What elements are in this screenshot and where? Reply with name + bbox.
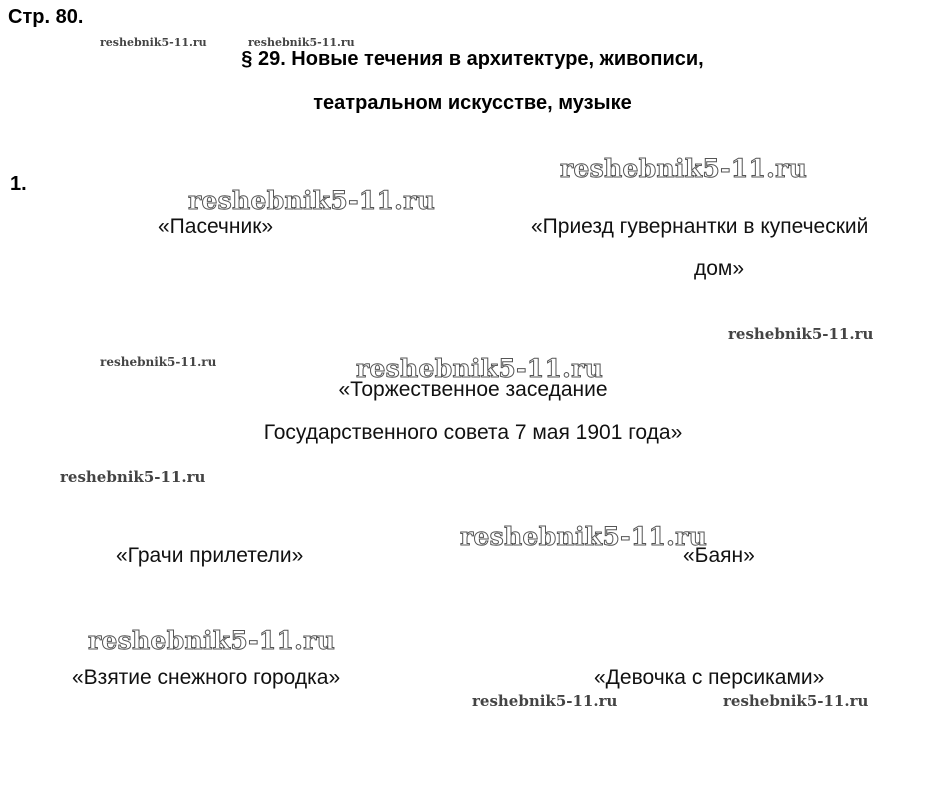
watermark: reshebnik5-11.ru (100, 355, 217, 369)
watermark: reshebnik5-11.ru (248, 36, 355, 49)
painting-caption-rooks: «Грачи прилетели» (116, 544, 304, 567)
section-title-line-2: театральном искусстве, музыке (313, 92, 632, 114)
watermark: reshebnik5-11.ru (472, 692, 618, 710)
watermark: reshebnik5-11.ru (100, 36, 207, 49)
watermark: reshebnik5-11.ru (88, 626, 336, 655)
painting-caption-beekeeper: «Пасечник» (158, 215, 274, 238)
watermark: reshebnik5-11.ru (560, 154, 808, 183)
watermark: reshebnik5-11.ru (723, 692, 869, 710)
painting-caption-snow-town: «Взятие снежного городка» (72, 666, 341, 689)
painting-caption-girl-peaches: «Девочка с персиками» (594, 666, 825, 689)
watermark: reshebnik5-11.ru (728, 325, 874, 343)
painting-caption-governess-line-2: дом» (694, 257, 745, 280)
watermark: reshebnik5-11.ru (356, 354, 604, 383)
page-reference: Стр. 80. (8, 6, 84, 28)
watermark: reshebnik5-11.ru (60, 468, 206, 486)
painting-caption-governess-line-1: «Приезд гувернантки в купеческий (531, 215, 869, 238)
section-title-line-1: § 29. Новые течения в архитектуре, живописи, (241, 48, 704, 70)
painting-caption-bayan: «Баян» (683, 544, 755, 567)
watermark: reshebnik5-11.ru (460, 522, 708, 551)
watermark: reshebnik5-11.ru (188, 186, 436, 215)
painting-caption-state-council-line-2: Государственного совета 7 мая 1901 года» (263, 421, 683, 444)
painting-caption-state-council-line-1: «Торжественное заседание (338, 378, 608, 401)
task-number: 1. (10, 173, 27, 195)
